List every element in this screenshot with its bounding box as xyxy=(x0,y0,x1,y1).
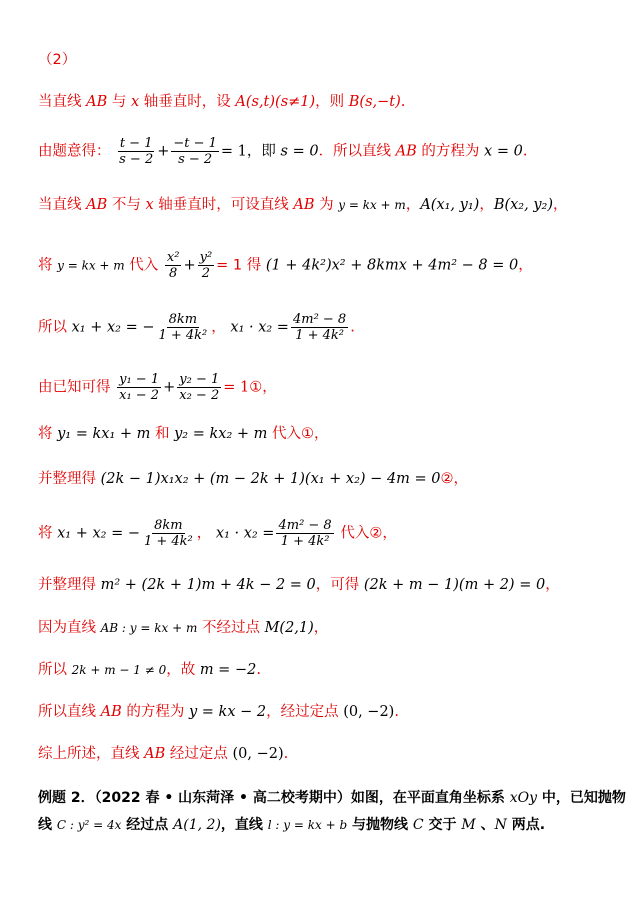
line-m-value xyxy=(38,660,261,680)
text-run: 中，已知抛物 xyxy=(537,790,626,806)
fraction xyxy=(142,518,195,549)
text-run: 交于 xyxy=(423,817,462,833)
text-run: 代入②， xyxy=(335,525,397,542)
text-run: ，可得 xyxy=(315,577,364,593)
text-run: 2 xyxy=(201,266,211,281)
text-run: ， xyxy=(553,197,568,213)
text-run: x₂ − 2 xyxy=(179,388,220,403)
text-run: y₂ − 1 xyxy=(179,372,220,387)
text-run: 轴垂直时，设 xyxy=(139,94,236,110)
text-run: . xyxy=(522,143,528,160)
line-conclusion xyxy=(38,744,288,764)
text-run: ， xyxy=(196,525,212,542)
text-run: x₁ + x₂ = − xyxy=(57,525,140,542)
text-run: 2k + m − 1 ≠ 0 xyxy=(71,663,167,677)
text-run: l : y = kx + b xyxy=(267,818,348,832)
text-run: 将 xyxy=(38,257,58,274)
text-run: 4m² − 8 xyxy=(292,312,347,327)
text-run: N xyxy=(494,817,507,833)
fraction xyxy=(276,518,333,549)
fraction xyxy=(165,250,182,281)
text-run: ②， xyxy=(440,471,469,487)
text-run: (1 + 4k²)x² + 8kmx + 4m² − 8 = 0 xyxy=(265,257,519,274)
text-run: 由已知可得 xyxy=(38,379,116,396)
text-run: 因为直线 xyxy=(38,620,101,636)
text-run: ， xyxy=(211,319,226,336)
text-run: 1 + 4k² xyxy=(280,534,330,549)
text-run: M(2,1) xyxy=(264,620,314,636)
text-run: A(1, 2) xyxy=(173,817,221,833)
text-run: 1 + 4k² xyxy=(143,534,193,549)
text-run: AB xyxy=(293,197,315,213)
line-vieta xyxy=(38,312,355,343)
text-run: y₂ = kx₂ + m xyxy=(174,426,268,442)
text-run: = 1，即 xyxy=(220,143,281,160)
text-run: y₁ − 1 xyxy=(119,372,160,387)
text-run: C : y² = 4x xyxy=(56,818,122,832)
text-run: 经过定点 xyxy=(165,746,233,762)
text-run: A(x₁, y₁) xyxy=(420,197,480,213)
text-run: . xyxy=(256,662,261,678)
text-run: x xyxy=(130,94,140,110)
fraction xyxy=(177,372,221,403)
text-run: 两点. xyxy=(506,817,546,833)
text-run: s = 0 xyxy=(280,143,319,160)
text-run: t − 1 xyxy=(119,136,153,151)
line-factor xyxy=(38,575,560,595)
text-run: 综上所述，直线 xyxy=(38,746,145,762)
text-run: A(s,t)(s≠1) xyxy=(235,94,316,110)
line-substitution xyxy=(38,250,533,281)
text-run: ， xyxy=(545,577,560,593)
text-run: . xyxy=(394,704,399,720)
text-run: = 1①， xyxy=(223,379,277,396)
text-run: ，故 xyxy=(166,662,200,678)
text-run: 1 + 4k² xyxy=(158,328,208,343)
text-run: y = kx − 2 xyxy=(188,704,267,720)
text-run: ， xyxy=(479,197,494,213)
fraction xyxy=(291,312,348,343)
text-run: 、 xyxy=(475,817,495,833)
text-run: （2） xyxy=(38,52,77,68)
line-substitute-y xyxy=(38,424,329,444)
text-run: 所以 xyxy=(38,319,72,336)
text-run: + xyxy=(157,143,170,160)
text-run: 8km xyxy=(168,312,198,327)
text-run: 的方程为 xyxy=(416,143,485,160)
line-vertical-case xyxy=(38,92,405,112)
text-run: s − 2 xyxy=(119,152,154,167)
text-run: 当直线 xyxy=(38,94,87,110)
text-run: x xyxy=(145,197,154,213)
text-run: AB xyxy=(86,197,108,213)
text-run: . xyxy=(400,94,406,110)
text-run: = 1 得 xyxy=(216,257,266,274)
text-run: 经过点 xyxy=(121,817,174,833)
text-run: 和 xyxy=(150,426,175,442)
text-run: ，经过定点 xyxy=(266,704,344,720)
line-known-condition xyxy=(38,372,277,403)
text-run: x₁ · x₂ = xyxy=(215,525,275,542)
text-run: x = 0 xyxy=(484,143,523,160)
line-substitute-vieta xyxy=(38,518,397,549)
text-run: x₁ · x₂ = xyxy=(230,319,289,336)
text-run: ， xyxy=(313,620,329,636)
line-simplified xyxy=(38,469,468,489)
text-run: . xyxy=(283,746,289,762)
text-run: 线 xyxy=(38,817,57,833)
fraction xyxy=(171,136,219,167)
text-run: + xyxy=(163,379,176,396)
text-run: y² xyxy=(199,250,213,265)
text-run: 与抛物线 xyxy=(347,817,413,833)
fraction xyxy=(117,136,155,167)
text-run: m² + (2k + 1)m + 4k − 2 = 0 xyxy=(100,577,316,593)
text-run: 例题 2．（2022 春 • 山东菏泽 • 高二校考期中）如图，在平面直角坐标系 xyxy=(38,790,510,806)
text-run: xOy xyxy=(509,790,538,806)
text-run: B(s,−t) xyxy=(348,94,401,110)
text-run: 代入①， xyxy=(267,426,329,442)
text-run: 与 xyxy=(107,94,131,110)
text-run: (2k + m − 1)(m + 2) = 0 xyxy=(363,577,546,593)
text-run: 并整理得 xyxy=(38,577,101,593)
text-run: 所以直线 xyxy=(38,704,101,720)
text-run: + xyxy=(183,257,196,274)
text-run: (0, −2) xyxy=(232,746,284,762)
text-run: ， xyxy=(518,257,533,274)
text-run: 4m² − 8 xyxy=(278,518,332,533)
text-run: y = kx + m xyxy=(57,258,125,273)
text-run: 1 + 4k² xyxy=(295,328,344,343)
text-run: 不经过点 xyxy=(197,620,265,636)
text-run: AB : y = kx + m xyxy=(100,621,198,635)
part-label xyxy=(38,50,76,70)
text-run: s − 2 xyxy=(178,152,213,167)
text-run: y = kx + m xyxy=(338,198,406,212)
text-run: ，则 xyxy=(315,94,349,110)
text-run: 并整理得 xyxy=(38,471,101,487)
text-run: M xyxy=(461,817,476,833)
text-run: ．所以直线 xyxy=(318,143,396,160)
text-run: −t − 1 xyxy=(173,136,217,151)
text-run: (0, −2) xyxy=(343,704,395,720)
text-run: AB xyxy=(86,94,108,110)
fraction xyxy=(156,312,209,343)
line-non-vertical-case xyxy=(38,195,568,215)
text-run: x² xyxy=(166,250,180,265)
line-not-through-point xyxy=(38,618,328,638)
text-run: B(x₂, y₂) xyxy=(493,197,553,213)
text-run: 8km xyxy=(154,518,183,533)
text-run: 不与 xyxy=(107,197,146,213)
text-run: AB xyxy=(100,704,122,720)
text-run: 的方程为 xyxy=(121,704,189,720)
text-run: x₁ + x₂ = − xyxy=(71,319,155,336)
text-run: ， xyxy=(405,197,421,213)
text-run: 所以 xyxy=(38,662,72,678)
text-run: AB xyxy=(395,143,417,160)
text-run: 为 xyxy=(314,197,339,213)
text-run: 由题意得： xyxy=(38,143,111,160)
example-2-body xyxy=(38,815,545,835)
text-run: 将 xyxy=(38,426,58,442)
line-equation-result xyxy=(38,702,399,722)
text-run: 代入 xyxy=(124,257,163,274)
text-run: C xyxy=(412,817,424,833)
text-run: 轴垂直时，可设直线 xyxy=(153,197,294,213)
text-run: 8 xyxy=(169,266,178,281)
line-condition-equation xyxy=(38,136,527,167)
text-run: 当直线 xyxy=(38,197,87,213)
fraction xyxy=(117,372,161,403)
fraction xyxy=(198,250,215,281)
text-run: (2k − 1)x₁x₂ + (m − 2k + 1)(x₁ + x₂) − 4m = 0 xyxy=(100,471,441,487)
text-run: m = −2 xyxy=(199,662,257,678)
text-run: ，直线 xyxy=(220,817,268,833)
text-run: AB xyxy=(144,746,166,762)
example-2-heading xyxy=(38,788,626,808)
text-run: y₁ = kx₁ + m xyxy=(57,426,151,442)
text-run: . xyxy=(350,319,355,336)
text-run: x₁ − 2 xyxy=(119,388,160,403)
text-run: 将 xyxy=(38,525,58,542)
